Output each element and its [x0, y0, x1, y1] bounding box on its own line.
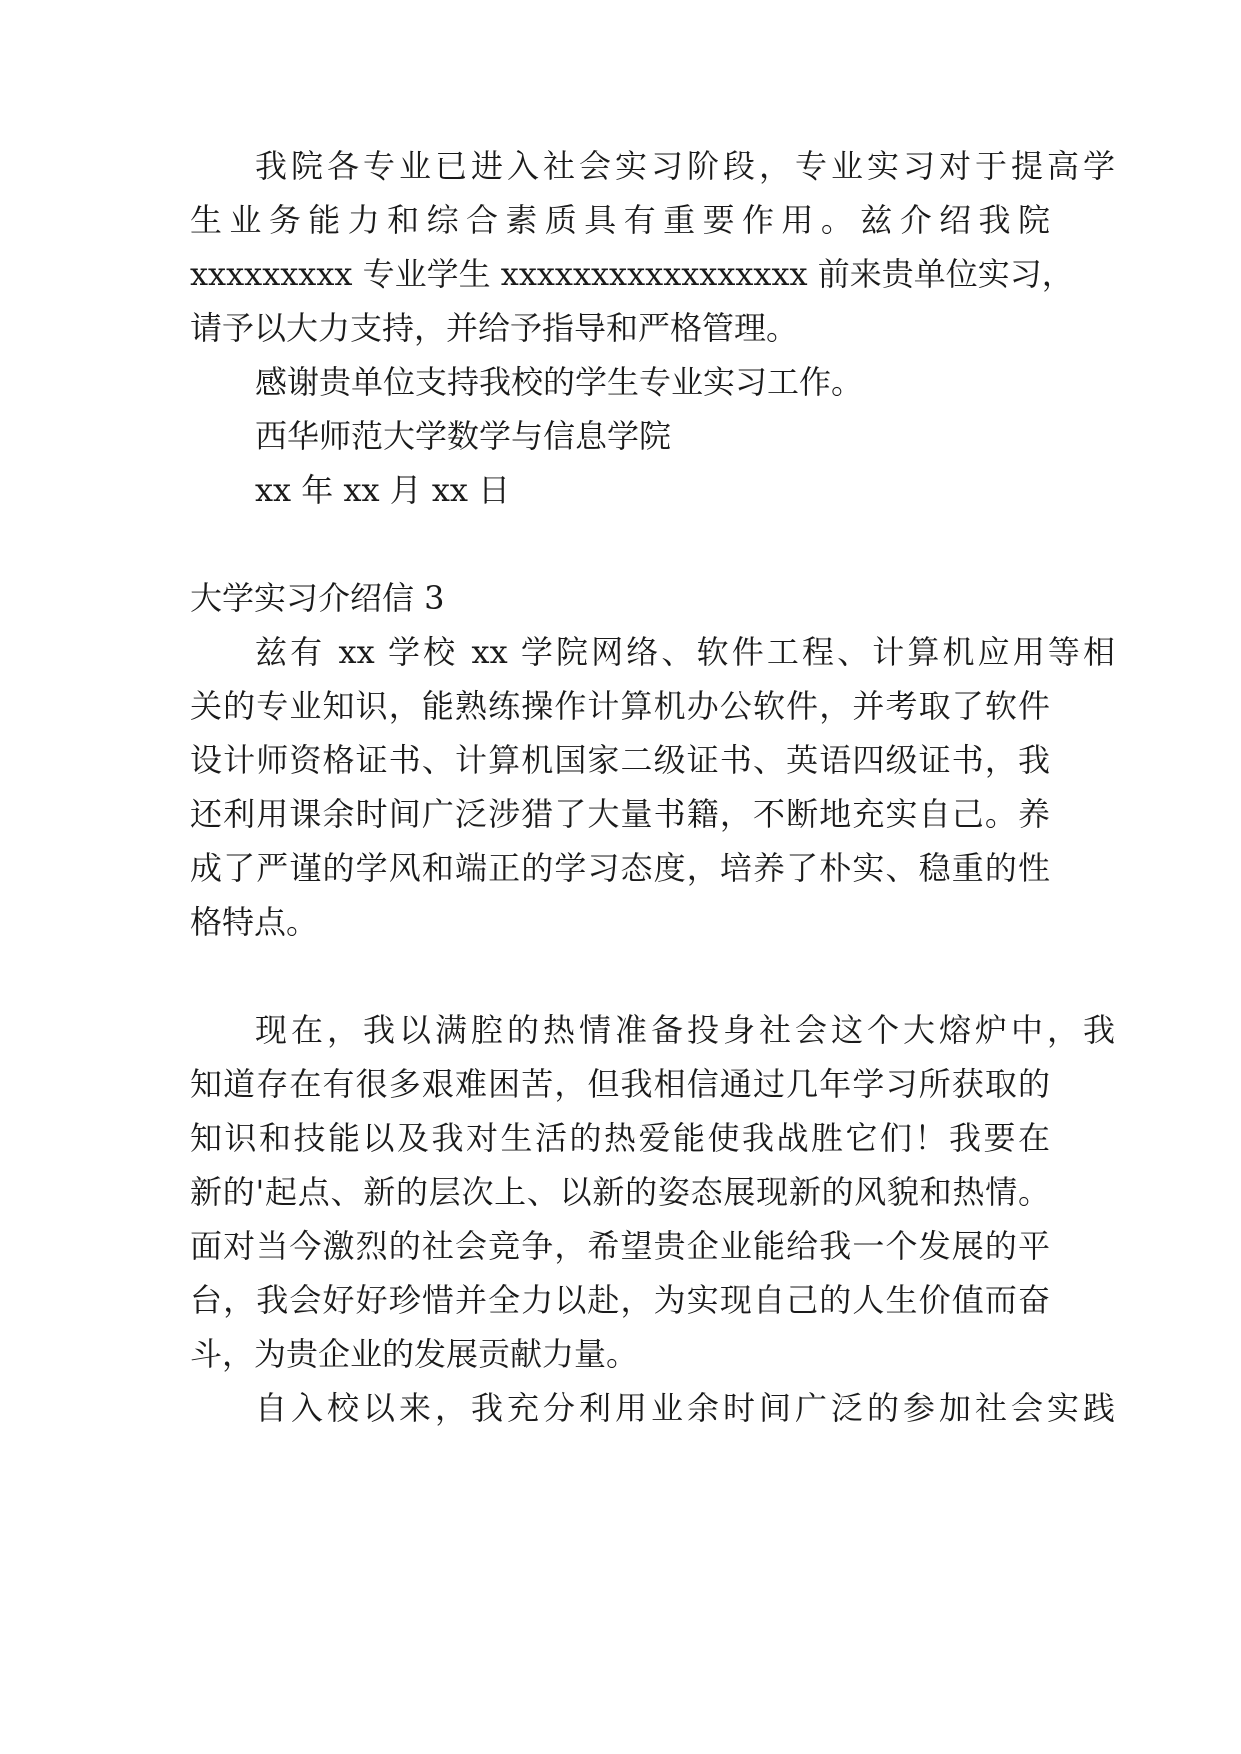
paragraph-line: 我院各专业已进入社会实习阶段，专业实习对于提高学	[255, 147, 1115, 185]
paragraph-line: 新的'起点、新的层次上、以新的姿态展现新的风貌和热情。	[190, 1173, 1050, 1211]
paragraph-line: 斗，为贵企业的发展贡献力量。	[190, 1335, 639, 1373]
date-line: xx 年 xx 月 xx 日	[255, 471, 511, 509]
paragraph-line: 生业务能力和综合素质具有重要作用。兹介绍我院	[190, 201, 1050, 239]
paragraph-line: 关的专业知识，能熟练操作计算机办公软件，并考取了软件	[190, 687, 1050, 725]
section-title: 大学实习介绍信 3	[190, 579, 445, 617]
paragraph-line: 知识和技能以及我对生活的热爱能使我战胜它们！我要在	[190, 1119, 1050, 1157]
paragraph-line: 台，我会好好珍惜并全力以赴，为实现自己的人生价值而奋	[190, 1281, 1050, 1319]
paragraph-line: 兹有 xx 学校 xx 学院网络、软件工程、计算机应用等相	[255, 633, 1115, 671]
signature-line: 西华师范大学数学与信息学院	[255, 417, 672, 455]
paragraph-line: 面对当今激烈的社会竞争，希望贵企业能给我一个发展的平	[190, 1227, 1050, 1265]
paragraph-line: xxxxxxxxx 专业学生 xxxxxxxxxxxxxxxxx 前来贵单位实习，	[190, 255, 1074, 293]
paragraph-line: 请予以大力支持，并给予指导和严格管理。	[190, 309, 799, 347]
paragraph-line: 格特点。	[190, 903, 319, 941]
paragraph-line: 自入校以来，我充分利用业余时间广泛的参加社会实践	[255, 1389, 1115, 1427]
paragraph-line: 还利用课余时间广泛涉猎了大量书籍，不断地充实自己。养	[190, 795, 1050, 833]
paragraph-line: 设计师资格证书、计算机国家二级证书、英语四级证书，我	[190, 741, 1050, 779]
paragraph-line: 成了严谨的学风和端正的学习态度，培养了朴实、稳重的性	[190, 849, 1050, 887]
thanks-line: 感谢贵单位支持我校的学生专业实习工作。	[255, 363, 864, 401]
paragraph-line: 现在，我以满腔的热情准备投身社会这个大熔炉中，我	[255, 1011, 1115, 1049]
paragraph-line: 知道存在有很多艰难困苦，但我相信通过几年学习所获取的	[190, 1065, 1050, 1103]
